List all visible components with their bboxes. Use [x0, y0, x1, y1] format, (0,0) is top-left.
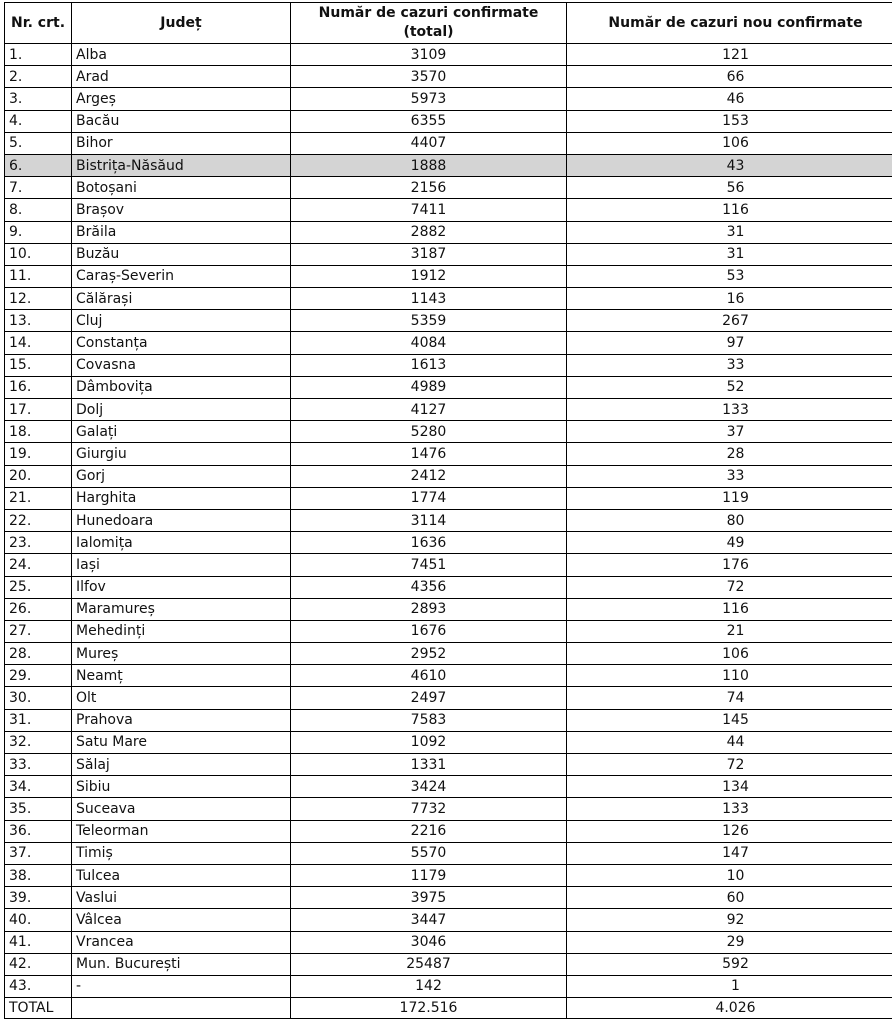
row-total-cases: 25487 [291, 953, 567, 975]
row-total-cases: 2216 [291, 820, 567, 842]
row-county: Vrancea [72, 931, 291, 953]
table-row [5, 576, 892, 598]
row-nr: 43. [5, 975, 72, 997]
table-row [5, 66, 892, 88]
row-nr: 3. [5, 88, 72, 110]
table-row [5, 798, 892, 820]
row-nr: 36. [5, 820, 72, 842]
row-new-cases: 119 [567, 487, 892, 509]
row-new-cases: 126 [567, 820, 892, 842]
row-county: Satu Mare [72, 731, 291, 753]
table-row [5, 110, 892, 132]
row-new-cases: 33 [567, 354, 892, 376]
table-row [5, 643, 892, 665]
row-total-cases: 1092 [291, 731, 567, 753]
row-county: Ialomița [72, 532, 291, 554]
row-new-cases: 49 [567, 532, 892, 554]
row-new-cases: 52 [567, 376, 892, 398]
table-row [5, 665, 892, 687]
row-nr: 16. [5, 376, 72, 398]
row-county: Mureș [72, 643, 291, 665]
row-new-cases: 106 [567, 643, 892, 665]
row-county: Giurgiu [72, 443, 291, 465]
row-nr: 4. [5, 110, 72, 132]
row-new-cases: 72 [567, 754, 892, 776]
table-row [5, 709, 892, 731]
new-cases-sum: 4.026 [567, 998, 892, 1019]
row-county: Olt [72, 687, 291, 709]
row-total-cases: 3109 [291, 44, 567, 66]
row-new-cases: 31 [567, 221, 892, 243]
table-row [5, 620, 892, 642]
row-new-cases: 1 [567, 975, 892, 997]
row-nr: 35. [5, 798, 72, 820]
row-nr: 18. [5, 421, 72, 443]
row-total-cases: 2412 [291, 465, 567, 487]
total-cases-sum: 172.516 [291, 998, 567, 1019]
row-county: Caraș-Severin [72, 265, 291, 287]
row-county: Neamț [72, 665, 291, 687]
row-new-cases: 28 [567, 443, 892, 465]
row-county: Bistrița-Năsăud [72, 154, 291, 176]
row-nr: 39. [5, 887, 72, 909]
row-total-cases: 1636 [291, 532, 567, 554]
row-county: Bacău [72, 110, 291, 132]
row-county: Sibiu [72, 776, 291, 798]
row-nr: 37. [5, 842, 72, 864]
table-body [5, 44, 892, 998]
row-new-cases: 29 [567, 931, 892, 953]
table-row [5, 554, 892, 576]
row-new-cases: 92 [567, 909, 892, 931]
row-nr: 6. [5, 154, 72, 176]
table-row [5, 909, 892, 931]
row-new-cases: 56 [567, 177, 892, 199]
row-total-cases: 1774 [291, 487, 567, 509]
table-row [5, 598, 892, 620]
row-total-cases: 3424 [291, 776, 567, 798]
row-total-cases: 5570 [291, 842, 567, 864]
row-new-cases: 145 [567, 709, 892, 731]
table-row [5, 221, 892, 243]
row-nr: 13. [5, 310, 72, 332]
row-county: Brașov [72, 199, 291, 221]
row-new-cases: 60 [567, 887, 892, 909]
row-total-cases: 2156 [291, 177, 567, 199]
row-total-cases: 5973 [291, 88, 567, 110]
row-county: Sălaj [72, 754, 291, 776]
row-total-cases: 4356 [291, 576, 567, 598]
table-row [5, 44, 892, 66]
row-total-cases: 142 [291, 975, 567, 997]
row-total-cases: 4610 [291, 665, 567, 687]
row-nr: 41. [5, 931, 72, 953]
table-row [5, 310, 892, 332]
row-total-cases: 1676 [291, 620, 567, 642]
table-row [5, 487, 892, 509]
table-row [5, 132, 892, 154]
row-county: Dâmbovița [72, 376, 291, 398]
row-new-cases: 37 [567, 421, 892, 443]
row-total-cases: 2882 [291, 221, 567, 243]
table-row [5, 842, 892, 864]
row-nr: 40. [5, 909, 72, 931]
row-nr: 31. [5, 709, 72, 731]
table-row [5, 509, 892, 531]
row-new-cases: 43 [567, 154, 892, 176]
total-row [5, 998, 892, 1019]
table-row [5, 864, 892, 886]
row-nr: 34. [5, 776, 72, 798]
row-total-cases: 1912 [291, 265, 567, 287]
row-new-cases: 267 [567, 310, 892, 332]
table-row [5, 265, 892, 287]
row-new-cases: 44 [567, 731, 892, 753]
row-total-cases: 3975 [291, 887, 567, 909]
row-total-cases: 2952 [291, 643, 567, 665]
row-total-cases: 7451 [291, 554, 567, 576]
row-nr: 25. [5, 576, 72, 598]
row-nr: 15. [5, 354, 72, 376]
row-total-cases: 3570 [291, 66, 567, 88]
header-row [5, 3, 892, 44]
row-nr: 22. [5, 509, 72, 531]
table-row [5, 443, 892, 465]
table-row [5, 887, 892, 909]
table-row [5, 421, 892, 443]
row-total-cases: 1331 [291, 754, 567, 776]
row-total-cases: 5359 [291, 310, 567, 332]
table-row [5, 288, 892, 310]
row-new-cases: 153 [567, 110, 892, 132]
row-county: Timiș [72, 842, 291, 864]
row-total-cases: 3447 [291, 909, 567, 931]
table-row [5, 820, 892, 842]
row-total-cases: 1613 [291, 354, 567, 376]
table-row [5, 731, 892, 753]
table-row [5, 953, 892, 975]
row-nr: 1. [5, 44, 72, 66]
row-county: Teleorman [72, 820, 291, 842]
row-nr: 33. [5, 754, 72, 776]
row-county: Buzău [72, 243, 291, 265]
table-row [5, 465, 892, 487]
row-nr: 42. [5, 953, 72, 975]
table-row [5, 399, 892, 421]
row-new-cases: 133 [567, 798, 892, 820]
row-total-cases: 1143 [291, 288, 567, 310]
row-total-cases: 1888 [291, 154, 567, 176]
row-nr: 9. [5, 221, 72, 243]
table-row [5, 154, 892, 176]
row-nr: 5. [5, 132, 72, 154]
table-row [5, 354, 892, 376]
row-county: Cluj [72, 310, 291, 332]
row-nr: 8. [5, 199, 72, 221]
table-row [5, 199, 892, 221]
row-county: Prahova [72, 709, 291, 731]
row-county: Dolj [72, 399, 291, 421]
row-nr: 27. [5, 620, 72, 642]
row-nr: 11. [5, 265, 72, 287]
row-nr: 20. [5, 465, 72, 487]
header-nr: Nr. crt. [5, 3, 72, 44]
table-row [5, 931, 892, 953]
table-row [5, 754, 892, 776]
row-county: Tulcea [72, 864, 291, 886]
row-total-cases: 2497 [291, 687, 567, 709]
row-total-cases: 1476 [291, 443, 567, 465]
row-total-cases: 3187 [291, 243, 567, 265]
row-county: Gorj [72, 465, 291, 487]
row-new-cases: 21 [567, 620, 892, 642]
row-county: Iași [72, 554, 291, 576]
row-total-cases: 5280 [291, 421, 567, 443]
row-new-cases: 16 [567, 288, 892, 310]
row-nr: 2. [5, 66, 72, 88]
row-county: Arad [72, 66, 291, 88]
row-county: Vâlcea [72, 909, 291, 931]
row-total-cases: 4084 [291, 332, 567, 354]
row-county: Vaslui [72, 887, 291, 909]
row-new-cases: 72 [567, 576, 892, 598]
row-total-cases: 3046 [291, 931, 567, 953]
row-county: Mun. București [72, 953, 291, 975]
row-county: Constanța [72, 332, 291, 354]
row-nr: 19. [5, 443, 72, 465]
row-nr: 28. [5, 643, 72, 665]
row-nr: 7. [5, 177, 72, 199]
row-total-cases: 4989 [291, 376, 567, 398]
row-county: Botoșani [72, 177, 291, 199]
row-nr: 10. [5, 243, 72, 265]
row-nr: 30. [5, 687, 72, 709]
row-total-cases: 6355 [291, 110, 567, 132]
row-new-cases: 121 [567, 44, 892, 66]
row-new-cases: 110 [567, 665, 892, 687]
row-county: - [72, 975, 291, 997]
table-row [5, 177, 892, 199]
total-label: TOTAL [5, 998, 72, 1019]
row-county: Hunedoara [72, 509, 291, 531]
table-row [5, 975, 892, 997]
row-nr: 32. [5, 731, 72, 753]
row-new-cases: 66 [567, 66, 892, 88]
row-nr: 38. [5, 864, 72, 886]
row-new-cases: 46 [567, 88, 892, 110]
row-total-cases: 2893 [291, 598, 567, 620]
row-nr: 21. [5, 487, 72, 509]
row-new-cases: 116 [567, 598, 892, 620]
row-nr: 14. [5, 332, 72, 354]
row-new-cases: 10 [567, 864, 892, 886]
row-nr: 24. [5, 554, 72, 576]
covid-cases-table [4, 2, 892, 1019]
table-row [5, 532, 892, 554]
row-total-cases: 1179 [291, 864, 567, 886]
table-row [5, 687, 892, 709]
row-new-cases: 53 [567, 265, 892, 287]
row-new-cases: 97 [567, 332, 892, 354]
row-county: Harghita [72, 487, 291, 509]
row-county: Bihor [72, 132, 291, 154]
row-county: Covasna [72, 354, 291, 376]
row-new-cases: 134 [567, 776, 892, 798]
row-county: Maramureș [72, 598, 291, 620]
table-row [5, 376, 892, 398]
row-county: Călărași [72, 288, 291, 310]
table-row [5, 776, 892, 798]
row-total-cases: 7411 [291, 199, 567, 221]
row-total-cases: 7583 [291, 709, 567, 731]
row-total-cases: 4407 [291, 132, 567, 154]
row-total-cases: 4127 [291, 399, 567, 421]
row-county: Mehedinți [72, 620, 291, 642]
row-county: Ilfov [72, 576, 291, 598]
row-nr: 17. [5, 399, 72, 421]
row-new-cases: 80 [567, 509, 892, 531]
row-new-cases: 176 [567, 554, 892, 576]
row-new-cases: 33 [567, 465, 892, 487]
row-total-cases: 7732 [291, 798, 567, 820]
table-row [5, 332, 892, 354]
header-total-cases: Număr de cazuri confirmate (total) [291, 3, 567, 44]
row-new-cases: 106 [567, 132, 892, 154]
row-county: Argeș [72, 88, 291, 110]
row-county: Galați [72, 421, 291, 443]
table-row [5, 88, 892, 110]
total-county [72, 998, 291, 1019]
row-county: Brăila [72, 221, 291, 243]
header-county: Județ [72, 3, 291, 44]
row-nr: 23. [5, 532, 72, 554]
row-total-cases: 3114 [291, 509, 567, 531]
header-new-cases: Număr de cazuri nou confirmate [567, 3, 892, 44]
row-new-cases: 147 [567, 842, 892, 864]
row-nr: 26. [5, 598, 72, 620]
row-county: Alba [72, 44, 291, 66]
table-row [5, 243, 892, 265]
row-county: Suceava [72, 798, 291, 820]
row-nr: 29. [5, 665, 72, 687]
row-new-cases: 133 [567, 399, 892, 421]
row-new-cases: 31 [567, 243, 892, 265]
row-new-cases: 592 [567, 953, 892, 975]
row-new-cases: 74 [567, 687, 892, 709]
row-nr: 12. [5, 288, 72, 310]
row-new-cases: 116 [567, 199, 892, 221]
